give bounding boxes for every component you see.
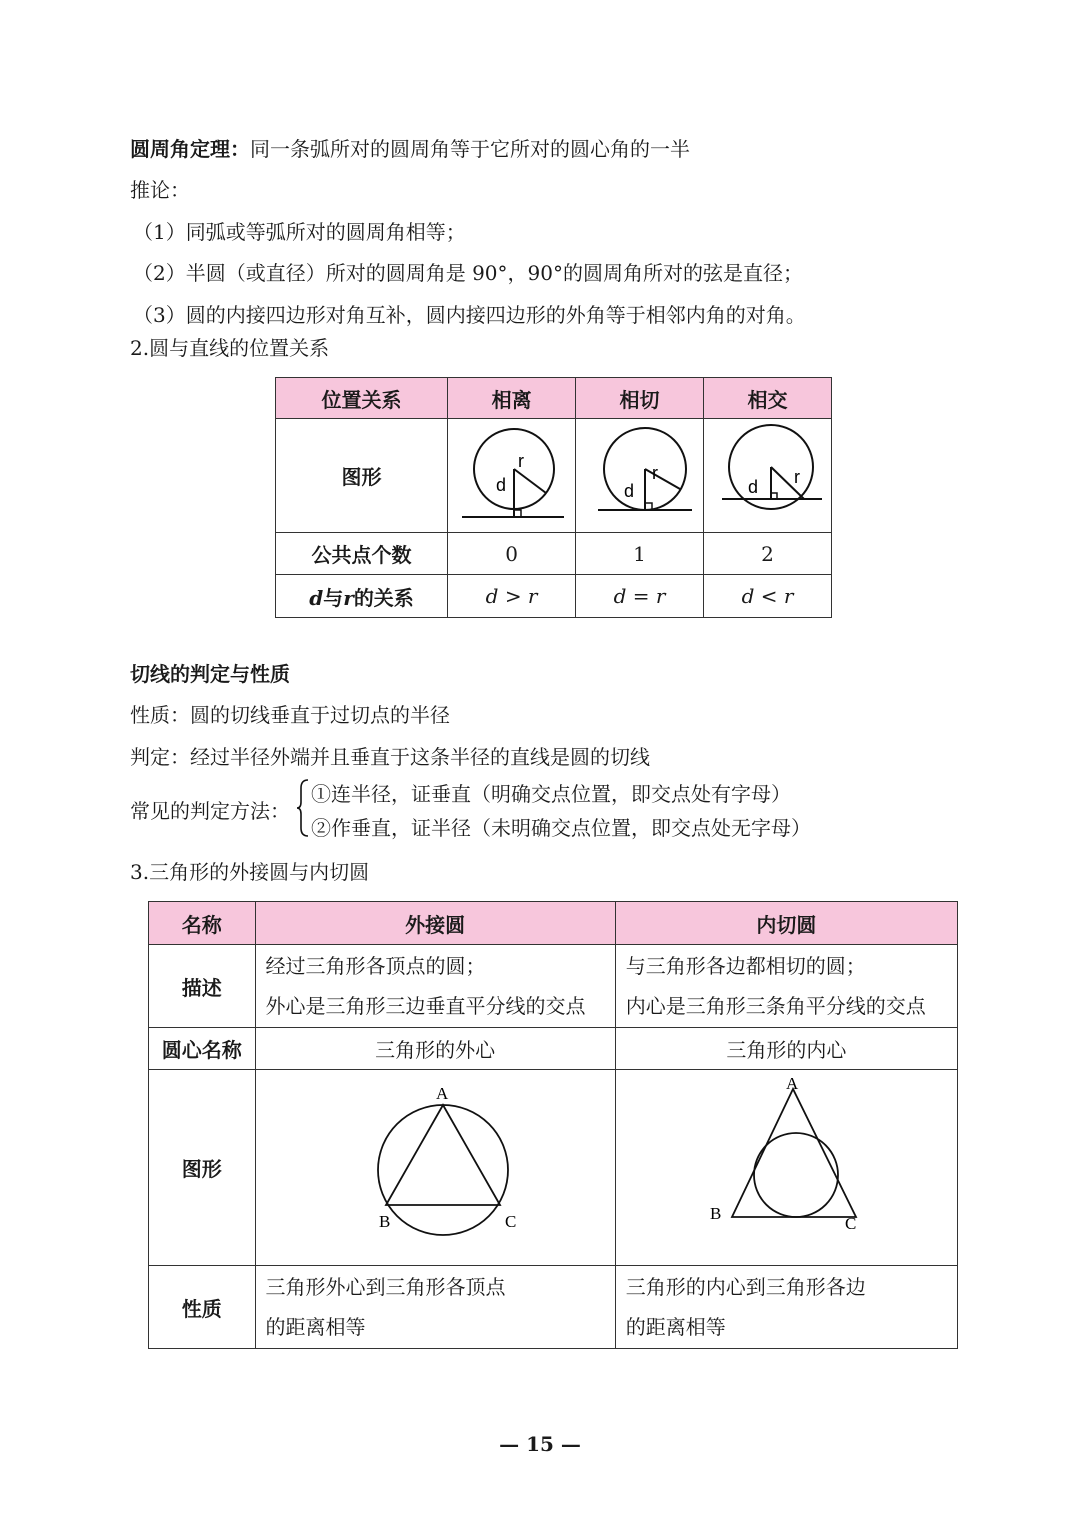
corollary-item-3: （3）圆的内接四边形对角互补，圆内接四边形的外角等于相邻内角的对角。: [133, 303, 806, 327]
t2-center-label: 圆心名称: [149, 1028, 256, 1070]
t2-header-in: 内切圆: [615, 902, 957, 945]
t2-prop-circum: [255, 1266, 615, 1349]
tangent-heading: 切线的判定与性质: [130, 662, 290, 686]
t2-figure-label: 图形: [149, 1070, 256, 1266]
t2-figure-in: [615, 1070, 957, 1266]
circle-line-table: [275, 377, 832, 618]
t1-sep-r: r: [517, 451, 524, 471]
t1-common-intersect: 2: [704, 533, 832, 575]
circumcircle-figure: [335, 1075, 535, 1255]
t1-common-separate: 0: [448, 533, 576, 575]
t1-tan-d: d: [623, 481, 634, 501]
t1-relation-separate: d > r: [448, 575, 576, 618]
t1-relation-d: d: [309, 585, 324, 610]
t2-desc-label: 描述: [149, 945, 256, 1028]
corollary-item-2: （2）半圆（或直径）所对的圆周角是 90°，90°的圆周角所对的弦是直径；: [133, 261, 803, 285]
corollary-item-1: （1）同弧或等弧所对的圆周角相等；: [133, 220, 466, 244]
t2-header-circum: 外接圆: [255, 902, 615, 945]
t1-relation-intersect: d < r: [704, 575, 832, 618]
corollary-label: 推论：: [130, 178, 190, 202]
t2-desc-circum: [255, 945, 615, 1028]
t1-sep-d: d: [495, 475, 506, 495]
circum-vertex-b: B: [379, 1212, 391, 1231]
t1-figure-tangent: [576, 419, 704, 533]
t1-header-intersect: 相交: [704, 378, 832, 419]
triangle-circle-table: [148, 901, 958, 1349]
theorem-title: 圆周角定理：: [130, 137, 250, 161]
t2-prop-in: [615, 1266, 957, 1349]
t1-header-tangent: 相切: [576, 378, 704, 419]
tangent-figure: [580, 419, 700, 527]
t1-relation-tangent: d = r: [576, 575, 704, 618]
t2-prop-circum-2: 的距离相等: [265, 1315, 366, 1339]
t2-desc-in: [615, 945, 957, 1028]
t2-desc-in-1: 与三角形各边都相切的圆；: [625, 954, 866, 978]
t1-relation-r: r: [343, 585, 354, 610]
methods-label: 常见的判定方法：: [130, 799, 290, 823]
t1-figure-label: 图形: [276, 419, 448, 533]
t1-relation-end: 的关系: [353, 585, 414, 610]
t2-desc-circum-1: 经过三角形各顶点的圆；: [265, 954, 486, 978]
method-2: ②作垂直，证半径（未明确交点位置，即交点处无字母）: [311, 816, 811, 840]
tangent-property: 性质：圆的切线垂直于过切点的半径: [130, 703, 450, 727]
in-vertex-c: C: [845, 1214, 857, 1233]
t2-prop-in-2: 的距离相等: [625, 1315, 726, 1339]
t1-int-r: r: [793, 467, 800, 487]
page-number: — 15 —: [499, 1432, 581, 1456]
t1-tan-r: r: [651, 463, 658, 483]
t1-header-relation: 位置关系: [276, 378, 448, 419]
theorem-line: [130, 135, 690, 163]
t2-prop-in-1: 三角形的内心到三角形各边: [625, 1275, 866, 1299]
in-vertex-b: B: [710, 1204, 722, 1223]
intersect-figure: [708, 419, 828, 527]
method-1: ①连半径，证垂直（明确交点位置，即交点处有字母）: [311, 782, 791, 806]
t1-header-separate: 相离: [448, 378, 576, 419]
incircle-figure: [686, 1075, 886, 1255]
in-vertex-a: A: [786, 1075, 799, 1093]
left-brace: [296, 778, 310, 838]
t2-desc-circum-2: 外心是三角形三边垂直平分线的交点: [265, 994, 586, 1018]
t1-int-d: d: [747, 477, 758, 497]
t1-common-tangent: 1: [576, 533, 704, 575]
t1-common-label: 公共点个数: [276, 533, 448, 575]
t2-center-circum: 三角形的外心: [255, 1028, 615, 1070]
section3-heading: 3.三角形的外接圆与内切圆: [130, 860, 370, 884]
circum-vertex-c: C: [505, 1212, 517, 1231]
t2-desc-in-2: 内心是三角形三条角平分线的交点: [625, 994, 926, 1018]
t2-prop-label: 性质: [149, 1266, 256, 1349]
t1-relation-label: [276, 575, 448, 618]
t2-header-name: 名称: [149, 902, 256, 945]
tangent-judgment: 判定：经过半径外端并且垂直于这条半径的直线是圆的切线: [130, 745, 650, 769]
theorem-text: 同一条弧所对的圆周角等于它所对的圆心角的一半: [250, 137, 690, 161]
t1-relation-mid: 与: [323, 585, 344, 610]
circum-vertex-a: A: [436, 1084, 449, 1103]
t1-figure-intersect: [704, 419, 832, 533]
t2-prop-circum-1: 三角形外心到三角形各顶点: [265, 1275, 506, 1299]
t2-figure-circum: [255, 1070, 615, 1266]
t1-figure-separate: [448, 419, 576, 533]
section2-heading: 2.圆与直线的位置关系: [130, 336, 330, 360]
t2-center-in: 三角形的内心: [615, 1028, 957, 1070]
separate-figure: [452, 419, 572, 527]
